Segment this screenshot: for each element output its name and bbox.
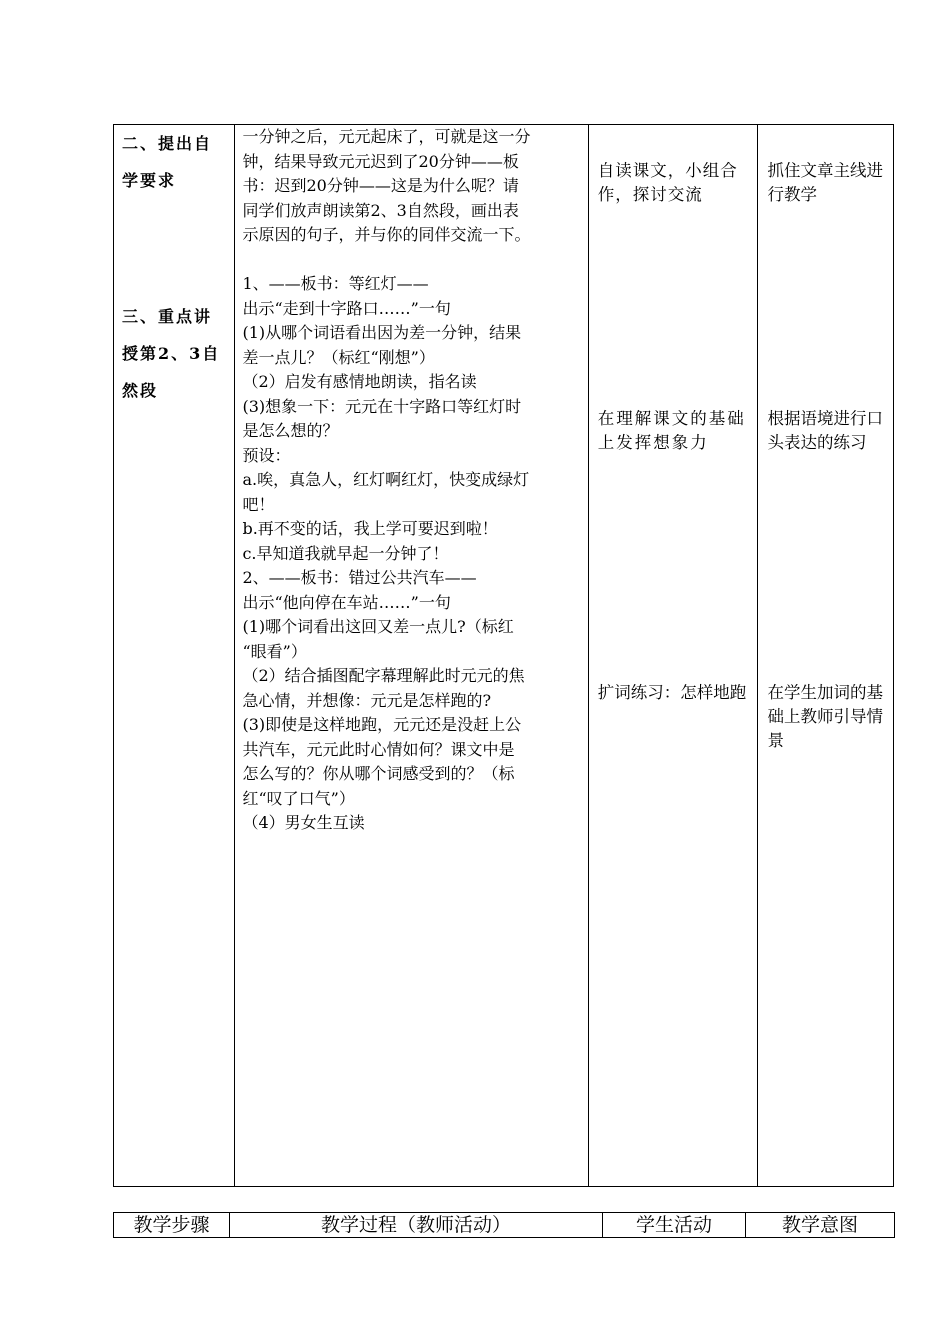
teacher-process-text	[242, 125, 581, 836]
teaching-intent-3: 在学生加词的基础上教师引导情景	[767, 683, 883, 750]
process-line: 预设：	[242, 445, 291, 465]
process-line: “眼看”）	[242, 641, 307, 661]
process-line	[242, 248, 581, 273]
process-line: 同学们放声朗读第2、3自然段，画出表	[242, 200, 519, 220]
process-line: 是怎么想的？	[242, 421, 339, 440]
process-line: （2）启发有感情地朗读，指名读	[242, 372, 477, 391]
process-line: 2、——板书：错过公共汽车——	[242, 568, 477, 587]
process-line: （2）结合插图配字幕理解此时元元的焦	[242, 666, 525, 685]
lesson-plan-table	[113, 124, 894, 1187]
process-line: b.再不变的话，我上学可要迟到啦！	[242, 519, 498, 538]
process-line: 一分钟之后，元元起床了，可就是这一分	[242, 127, 531, 146]
process-line: （4）男女生互读	[242, 813, 365, 832]
teacher-process-cell	[235, 125, 588, 1187]
process-line: (1)哪个词看出这回又差一点儿?（标红	[242, 617, 514, 636]
process-line: 差一点儿？（标红“刚想”）	[242, 347, 435, 367]
step-2-label: 二、提出自学要求	[122, 134, 213, 190]
process-line: 出示“他向停在车站……”一句	[242, 592, 451, 612]
process-line: 书：迟到20分钟——这是为什么呢？请	[242, 176, 519, 195]
process-line: 1、——板书：等红灯——	[242, 274, 429, 293]
student-activity-2: 在理解课文的基础上发挥想象力	[597, 409, 746, 452]
process-line: 钟，结果导致元元迟到了20分钟——板	[242, 151, 519, 171]
steps-cell	[114, 125, 235, 1187]
process-line: 吧！	[242, 494, 275, 514]
header-student-activity: 学生活动	[603, 1213, 746, 1238]
process-line: (1)从哪个词语看出因为差一分钟，结果	[242, 323, 522, 342]
teaching-intent-cell	[758, 125, 894, 1187]
header-process: 教学过程（教师活动）	[230, 1213, 603, 1238]
process-line: 急心情，并想像：元元是怎样跑的?	[242, 690, 492, 710]
header-steps: 教学步骤	[114, 1213, 230, 1238]
header-table	[113, 1212, 895, 1238]
process-line: 红“叹了口气”）	[242, 788, 355, 808]
process-line: 共汽车，元元此时心情如何？课文中是	[242, 739, 515, 759]
process-line: 怎么写的？你从哪个词感受到的？（标	[242, 764, 515, 783]
step-3-label: 三、重点讲授第2、3自然段	[122, 307, 221, 400]
student-activity-3: 扩词练习：怎样地跑	[597, 683, 747, 702]
table-row	[114, 125, 894, 1187]
header-row	[114, 1213, 895, 1238]
teaching-intent-2: 根据语境进行口头表达的练习	[767, 409, 883, 452]
process-line: c.早知道我就早起一分钟了！	[242, 543, 449, 563]
header-intent: 教学意图	[746, 1213, 895, 1238]
process-line: 示原因的句子，并与你的同伴交流一下。	[242, 225, 531, 244]
student-activity-cell	[588, 125, 758, 1187]
teaching-intent-1: 抓住文章主线进行教学	[767, 161, 883, 204]
process-line: a.唉，真急人，红灯啊红灯，快变成绿灯	[242, 470, 530, 489]
process-line: 出示“走到十字路口……”一句	[242, 298, 451, 318]
student-activity-1: 自读课文，小组合作，探讨交流	[597, 161, 738, 204]
process-line: (3)想象一下：元元在十字路口等红灯时	[242, 396, 522, 416]
process-line: (3)即使是这样地跑，元元还是没赶上公	[242, 715, 522, 734]
